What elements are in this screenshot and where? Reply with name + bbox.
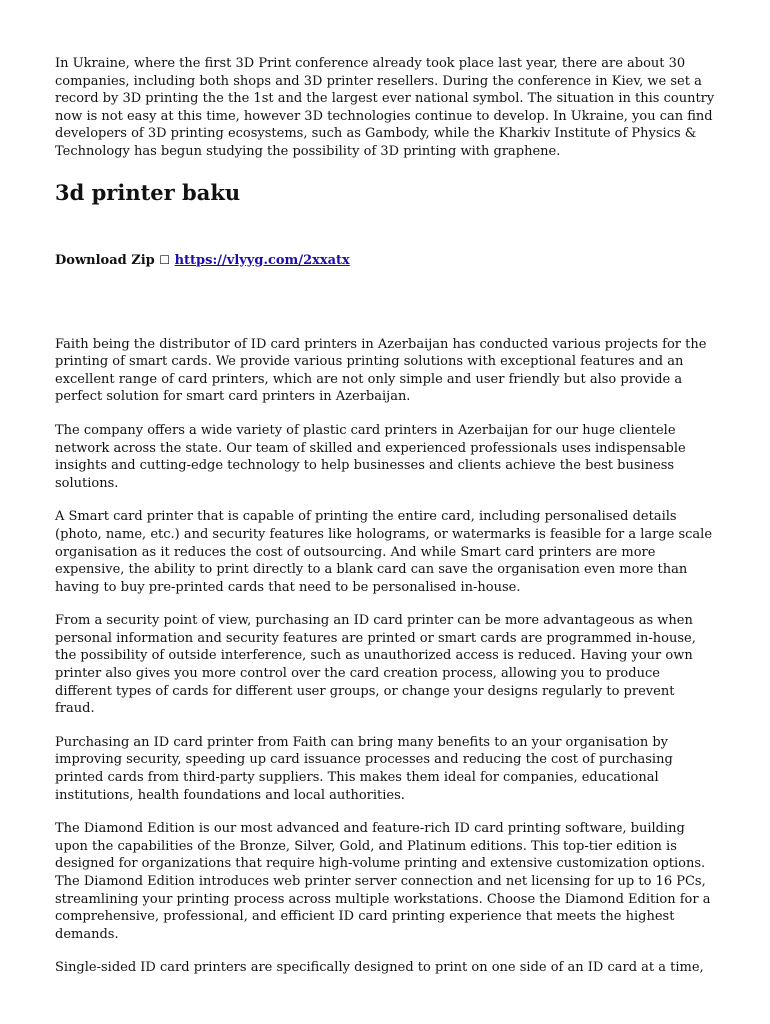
- paragraph-company-offers: The company offers a wide variety of plastic card printers in Azerbaijan for our huge clientele network across the state. Our team of skilled and experienced professionals uses indispensable insights and cutting-edge technology to help businesses and clients achieve the best business solutions.: [55, 422, 686, 491]
- page-title: 3d printer baku: [55, 179, 241, 205]
- intro-paragraph: In Ukraine, where the first 3D Print conference already took place last year, there are about 30 companies, including both shops and 3D printer resellers. During the conference in Kiev, we set a record by 3D printing the the 1st and the largest ever national symbol. The situation in this country now is not easy at this time, however 3D technologies continue to develop. In Ukraine, you can find developers of 3D printing ecosystems, such as Gambody, while the Kharkiv Institute of Physics & Technology has begun studying the possibility of 3D printing with graphene.: [55, 56, 715, 159]
- paragraph-purchasing-benefits: Purchasing an ID card printer from Faith can bring many benefits to an your organisation by improving security, speeding up card issuance processes and reducing the cost of purchasing printed cards from third-party suppliers. This makes them ideal for companies, educational institutions, health foundations and local authorities.: [55, 734, 673, 803]
- document-page: [55, 55, 717, 993]
- spacer: [55, 270, 717, 336]
- paragraph-single-sided: Single-sided ID card printers are specifically designed to print on one side of an ID card at a time,: [55, 960, 704, 976]
- download-icon: ☐: [159, 252, 171, 267]
- download-link[interactable]: https://vlyyg.com/2xxatx: [174, 252, 350, 268]
- paragraph-distributor: Faith being the distributor of ID card printers in Azerbaijan has conducted various projects for the printing of smart cards. We provide various printing solutions with exceptional features and an excellent range of card printers, which are not only simple and user friendly but also provide a perfect solution for smart card printers in Azerbaijan.: [55, 336, 707, 405]
- paragraph-smart-card-printer: A Smart card printer that is capable of printing the entire card, including personalised details (photo, name, etc.) and security features like holograms, or watermarks is feasible for a large scale organisation as it reduces the cost of outsourcing. And while Smart card printers are more expensive, the ability to print directly to a blank card can save the organisation even more than having to buy pre-printed cards that need to be personalised in-house.: [55, 509, 713, 595]
- paragraph-security: From a security point of view, purchasing an ID card printer can be more advantageous as when personal information and security features are printed or smart cards are programmed in-house, the possibility of outside interference, such as unauthorized access is reduced. Having your own printer also gives you more control over the card creation process, allowing you to produce different types of cards for different user groups, or change your designs regularly to prevent fraud.: [55, 613, 696, 717]
- paragraph-diamond-edition: The Diamond Edition is our most advanced and feature-rich ID card printing software, building upon the capabilities of the Bronze, Silver, Gold, and Platinum editions. This top-tier edition is designed for organizations that require high-volume printing and extensive customization options. The Diamond Edition introduces web printer server connection and net licensing for up to 16 PCs, streamlining your printing process across multiple workstations. Choose the Diamond Edition for a comprehensive, professional, and efficient ID card printing experience that meets the highest demands.: [55, 821, 711, 942]
- download-line: [55, 251, 717, 270]
- download-label: Download Zip: [55, 252, 155, 268]
